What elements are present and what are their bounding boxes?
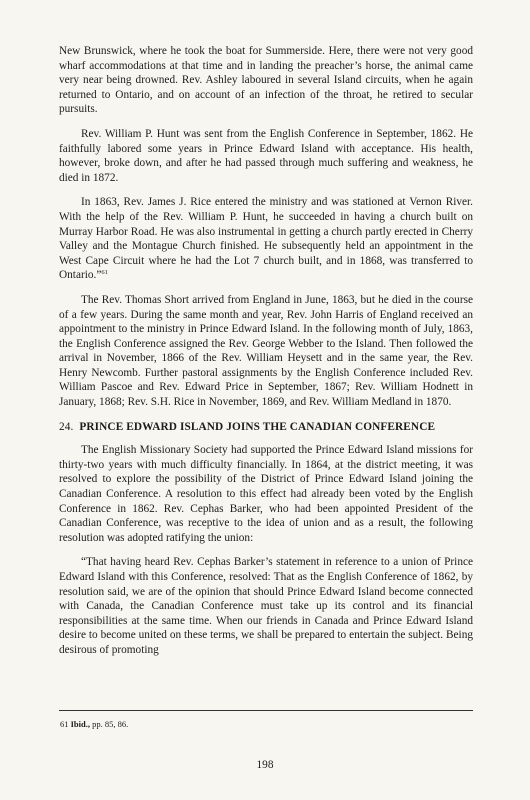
paragraph-resolution-quote: “That having heard Rev. Cephas Barker’s statement in reference to a union of Prince Edward Island with this Conference, resolved: That as the English Conference of 1862, by resolution said, we are of the opinion that should Prince Edward Island become connected with Canada, the Canadian Conference must take up its control and its financial responsibilities at the same time. When our friends in Canada and Prince Edward Island desire to become united on these terms, we shall be prepared to entertain the subject. Being desirous of promoting xyxy=(59,556,473,656)
section-number: 24. xyxy=(59,420,74,433)
paragraph-rice-text: In 1863, Rev. James J. Rice entered the ministry and was stationed at Vernon River. With the help of the Rev. William P. Hunt, he succeeded in having a church built on Murray Harbor Road. He was also instrumental in getting a church partly erected in Cherry Valley and the Montague Church finished. He subsequently held an appointment in the West Cape Circuit where he had the Lot 7 church built, and in 1868, was transferred to Ontario.” xyxy=(59,196,473,282)
body-text xyxy=(59,44,473,668)
paragraph-rice xyxy=(59,195,473,283)
section-heading xyxy=(59,420,473,435)
page-number: 198 xyxy=(256,759,274,771)
footnote xyxy=(60,719,472,730)
footnote-ibid: Ibid., xyxy=(70,719,90,729)
paragraph-missionary-society: The English Missionary Society had supported the Prince Edward Island missions for thirty-two years with much difficulty financially. In 1864, at the district meeting, it was resolved to explore the possibility of the District of Prince Edward Island joining the Canadian Conference. A resolution to this effect had already been voted by the English Conference in 1862. Rev. Cephas Barker, who had been appointed President of the Canadian Conference, was receptive to the idea of union and as a result, the following resolution was adopted ratifying the union: xyxy=(59,444,473,544)
paragraph-short: The Rev. Thomas Short arrived from England in June, 1863, but he died in the course of a few years. During the same month and year, Rev. John Harris of England received an appointment to the ministry in Prince Edward Island. In the following month of July, 1863, the English Conference assigned the Rev. George Webber to the Island. Then followed the arrival in November, 1866 of the Rev. William Heysett and in the same year, the Rev. Henry Newcomb. Further pastoral assignments by the English Conference included Rev. William Pascoe and Rev. Edward Price in September, 1867; Rev. William Hodnett in January, 1868; Rev. S.H. Rice in November, 1869, and Rev. William Medland in 1870. xyxy=(59,293,473,409)
paragraph-ashley: New Brunswick, where he took the boat for Summerside. Here, there were not very good wharf accommodations at that time and in landing the preacher’s horse, the animal came very near being drowned. Rev. Ashley laboured in several Island circuits, when he again returned to Ontario, and on account of an infection of the throat, he retired to secular pursuits. xyxy=(59,45,473,116)
paragraph-hunt: Rev. William P. Hunt was sent from the English Conference in September, 1862. He faithfully labored some years in Prince Edward Island with acceptance. His health, however, broke down, and after he had passed through much suffering and weakness, he died in 1872. xyxy=(59,127,473,184)
section-title: PRINCE EDWARD ISLAND JOINS THE CANADIAN CONFERENCE xyxy=(79,420,436,433)
footnote-reference: 61 xyxy=(101,269,108,277)
footnote-number: 61 xyxy=(60,719,69,729)
footnote-pages: pp. 85, 86. xyxy=(92,719,129,729)
footnote-divider xyxy=(59,710,473,711)
